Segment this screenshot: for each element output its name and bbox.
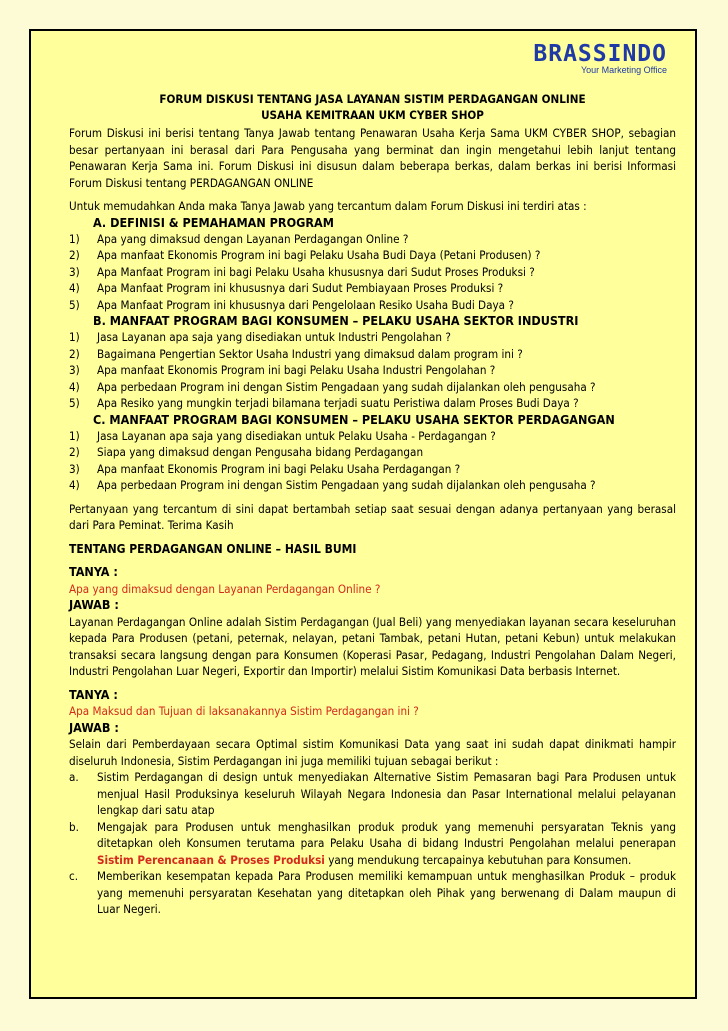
list-item: 3) Apa manfaat Ekonomis Program ini bagi Pelaku Usaha Perdagangan ? bbox=[69, 461, 461, 476]
point-b-highlight: Sistim Perencanaan & Proses Produksi bbox=[97, 852, 325, 867]
document-page bbox=[29, 29, 697, 999]
tanya-label: TANYA : bbox=[69, 564, 118, 579]
list-item: a. Sistim Perdagangan di design untuk menyediakan Alternative Sistim Pemasaran bagi Para Produsen untuk menjual Hasil Produksinya keseluruh Wilayah Negara Indonesia dan Pasar International melalui pelayanan lengkap dari satu atap bbox=[69, 770, 676, 817]
title-line-1: FORUM DISKUSI TENTANG JASA LAYANAN SISTIM PERDAGANGAN ONLINE bbox=[159, 92, 586, 106]
intro-paragraph: Forum Diskusi ini berisi tentang Tanya Jawab tentang Penawaran Usaha Kerja Sama UKM CYBER SHOP, sebagian besar pertanyaan ini berasal dari Para Pengusaha yang berminat dan ingin mengetahui lebih lanjut tentang Penawaran Kerja Sama ini. Forum Diskusi ini disusun dalam beberapa berkas, dalam berkas ini berisi Informasi Forum Diskusi tentang PERDAGANGAN ONLINE bbox=[69, 126, 676, 190]
list-item: 5) Apa Resiko yang mungkin terjadi bilamana terjadi suatu Peristiwa dalam Proses Budi Daya ? bbox=[69, 396, 579, 410]
logo-wordmark: BRASSINDO bbox=[533, 41, 667, 67]
question-2: Apa Maksud dan Tujuan di laksanakannya Sistim Perdagangan ini ? bbox=[69, 704, 419, 718]
list-item: c. Memberikan kesempatan kepada Para Produsen memiliki kemampuan untuk menghasilkan Produk – produk yang memenuhi persyaratan Kesehatan yang ditetapkan oleh Pihak yang berwenang di Dalam maupun di Luar Negeri. bbox=[69, 869, 676, 916]
point-b-text: Mengajak para Produsen untuk menghasilkan produk produk yang memenuhi persyaratan Teknis yang ditetapkan oleh Konsumen terutama para Pelaku Usaha di bidang Industri Pengolahan melalui penerapan bbox=[97, 819, 676, 850]
jawab-label: JAWAB : bbox=[69, 719, 119, 735]
brassindo-logo bbox=[533, 41, 667, 75]
list-item: 2) Bagaimana Pengertian Sektor Usaha Industri yang dimaksud dalam program ini ? bbox=[69, 346, 523, 361]
question-1: Apa yang dimaksud dengan Layanan Perdagangan Online ? bbox=[69, 581, 381, 596]
answer-1: Layanan Perdagangan Online adalah Sistim Perdagangan (Jual Beli) yang menyediakan layanan secara keseluruhan kepada Para Produsen (petani, peternak, nelayan, petani Tambak, petani Hutan, petani Kebun) untuk melakukan transaksi secara langsung dengan para Konsumen (Koperasi Pasar, Pedagang, Industri Pengolahan Dalam Negeri, Industri Pengolahan Luar Negeri, Exportir dan Importir) melalui Sistim Komunikasi Data berbasis Internet. bbox=[69, 614, 676, 678]
list-item: 1) Jasa Layanan apa saja yang disediakan untuk Pelaku Usaha - Perdagangan ? bbox=[69, 428, 496, 443]
list-item: 3) Apa Manfaat Program ini bagi Pelaku Usaha khususnya dari Sudut Proses Produksi ? bbox=[69, 264, 535, 279]
toc-intro: Untuk memudahkan Anda maka Tanya Jawab yang tercantum dalam Forum Diskusi ini terdiri atas : bbox=[69, 199, 587, 213]
list-item: 5) Apa Manfaat Program ini khususnya dari Pengelolaan Resiko Usaha Budi Daya ? bbox=[69, 297, 514, 312]
section-c-heading: C. MANFAAT PROGRAM BAGI KONSUMEN – PELAKU USAHA SEKTOR PERDAGANGAN bbox=[93, 411, 615, 427]
list-item: 1) Apa yang dimaksud dengan Layanan Perdagangan Online ? bbox=[69, 231, 409, 246]
list-item: 2) Apa manfaat Ekonomis Program ini bagi Pelaku Usaha Budi Daya (Petani Produsen) ? bbox=[69, 248, 541, 262]
list-item: 3) Apa manfaat Ekonomis Program ini bagi Pelaku Usaha Industri Pengolahan ? bbox=[69, 363, 496, 377]
list-item: 4) Apa perbedaan Program ini dengan Sistim Pengadaan yang sudah dijalankan oleh pengusaha ? bbox=[69, 379, 596, 394]
section-a-heading: A. DEFINISI & PEMAHAMAN PROGRAM bbox=[93, 214, 334, 230]
section-b-heading: B. MANFAAT PROGRAM BAGI KONSUMEN – PELAKU USAHA SEKTOR INDUSTRI bbox=[93, 313, 579, 328]
document-body bbox=[69, 91, 676, 918]
closing-paragraph: Pertanyaan yang tercantum di sini dapat bertambah setiap saat sesuai dengan adanya pertanyaan yang berasal dari Para Peminat. Terima Kasih bbox=[69, 501, 676, 532]
list-item: 4) Apa perbedaan Program ini dengan Sistim Pengadaan yang sudah dijalankan oleh pengusaha ? bbox=[69, 478, 596, 492]
list-item: 1) Jasa Layanan apa saja yang disediakan untuk Industri Pengolahan ? bbox=[69, 330, 451, 344]
point-b-tail: yang mendukung tercapainya kebutuhan para Konsumen. bbox=[328, 852, 632, 867]
answer-2-intro: Selain dari Pemberdayaan secara Optimal sistim Komunikasi Data yang saat ini sudah dapat dinikmati hampir diseluruh Indonesia, Sistim Perdagangan ini juga memiliki tujuan sebagai berikut : bbox=[69, 737, 676, 768]
list-item: b. Mengajak para Produsen untuk menghasilkan produk produk yang memenuhi persyaratan Teknis yang ditetapkan oleh Konsumen terutama para Pelaku Usaha di bidang Industri Pengolahan melalui penerapan Sistim Perencanaan & Proses Produksi yang mendukung tercapainya kebutuhan para Konsumen. bbox=[69, 819, 676, 867]
list-item: 2) Siapa yang dimaksud dengan Pengusaha bidang Perdagangan bbox=[69, 445, 424, 459]
logo-tagline: Your Marketing Office bbox=[580, 65, 667, 75]
jawab-label: JAWAB : bbox=[69, 597, 119, 612]
list-item: 4) Apa Manfaat Program ini khususnya dari Sudut Pembiayaan Proses Produksi ? bbox=[69, 281, 504, 295]
title-line-2: USAHA KEMITRAAN UKM CYBER SHOP bbox=[261, 108, 484, 122]
tanya-label: TANYA : bbox=[69, 686, 118, 702]
topic-heading: TENTANG PERDAGANGAN ONLINE – HASIL BUMI bbox=[69, 541, 357, 556]
document-title bbox=[69, 91, 676, 123]
